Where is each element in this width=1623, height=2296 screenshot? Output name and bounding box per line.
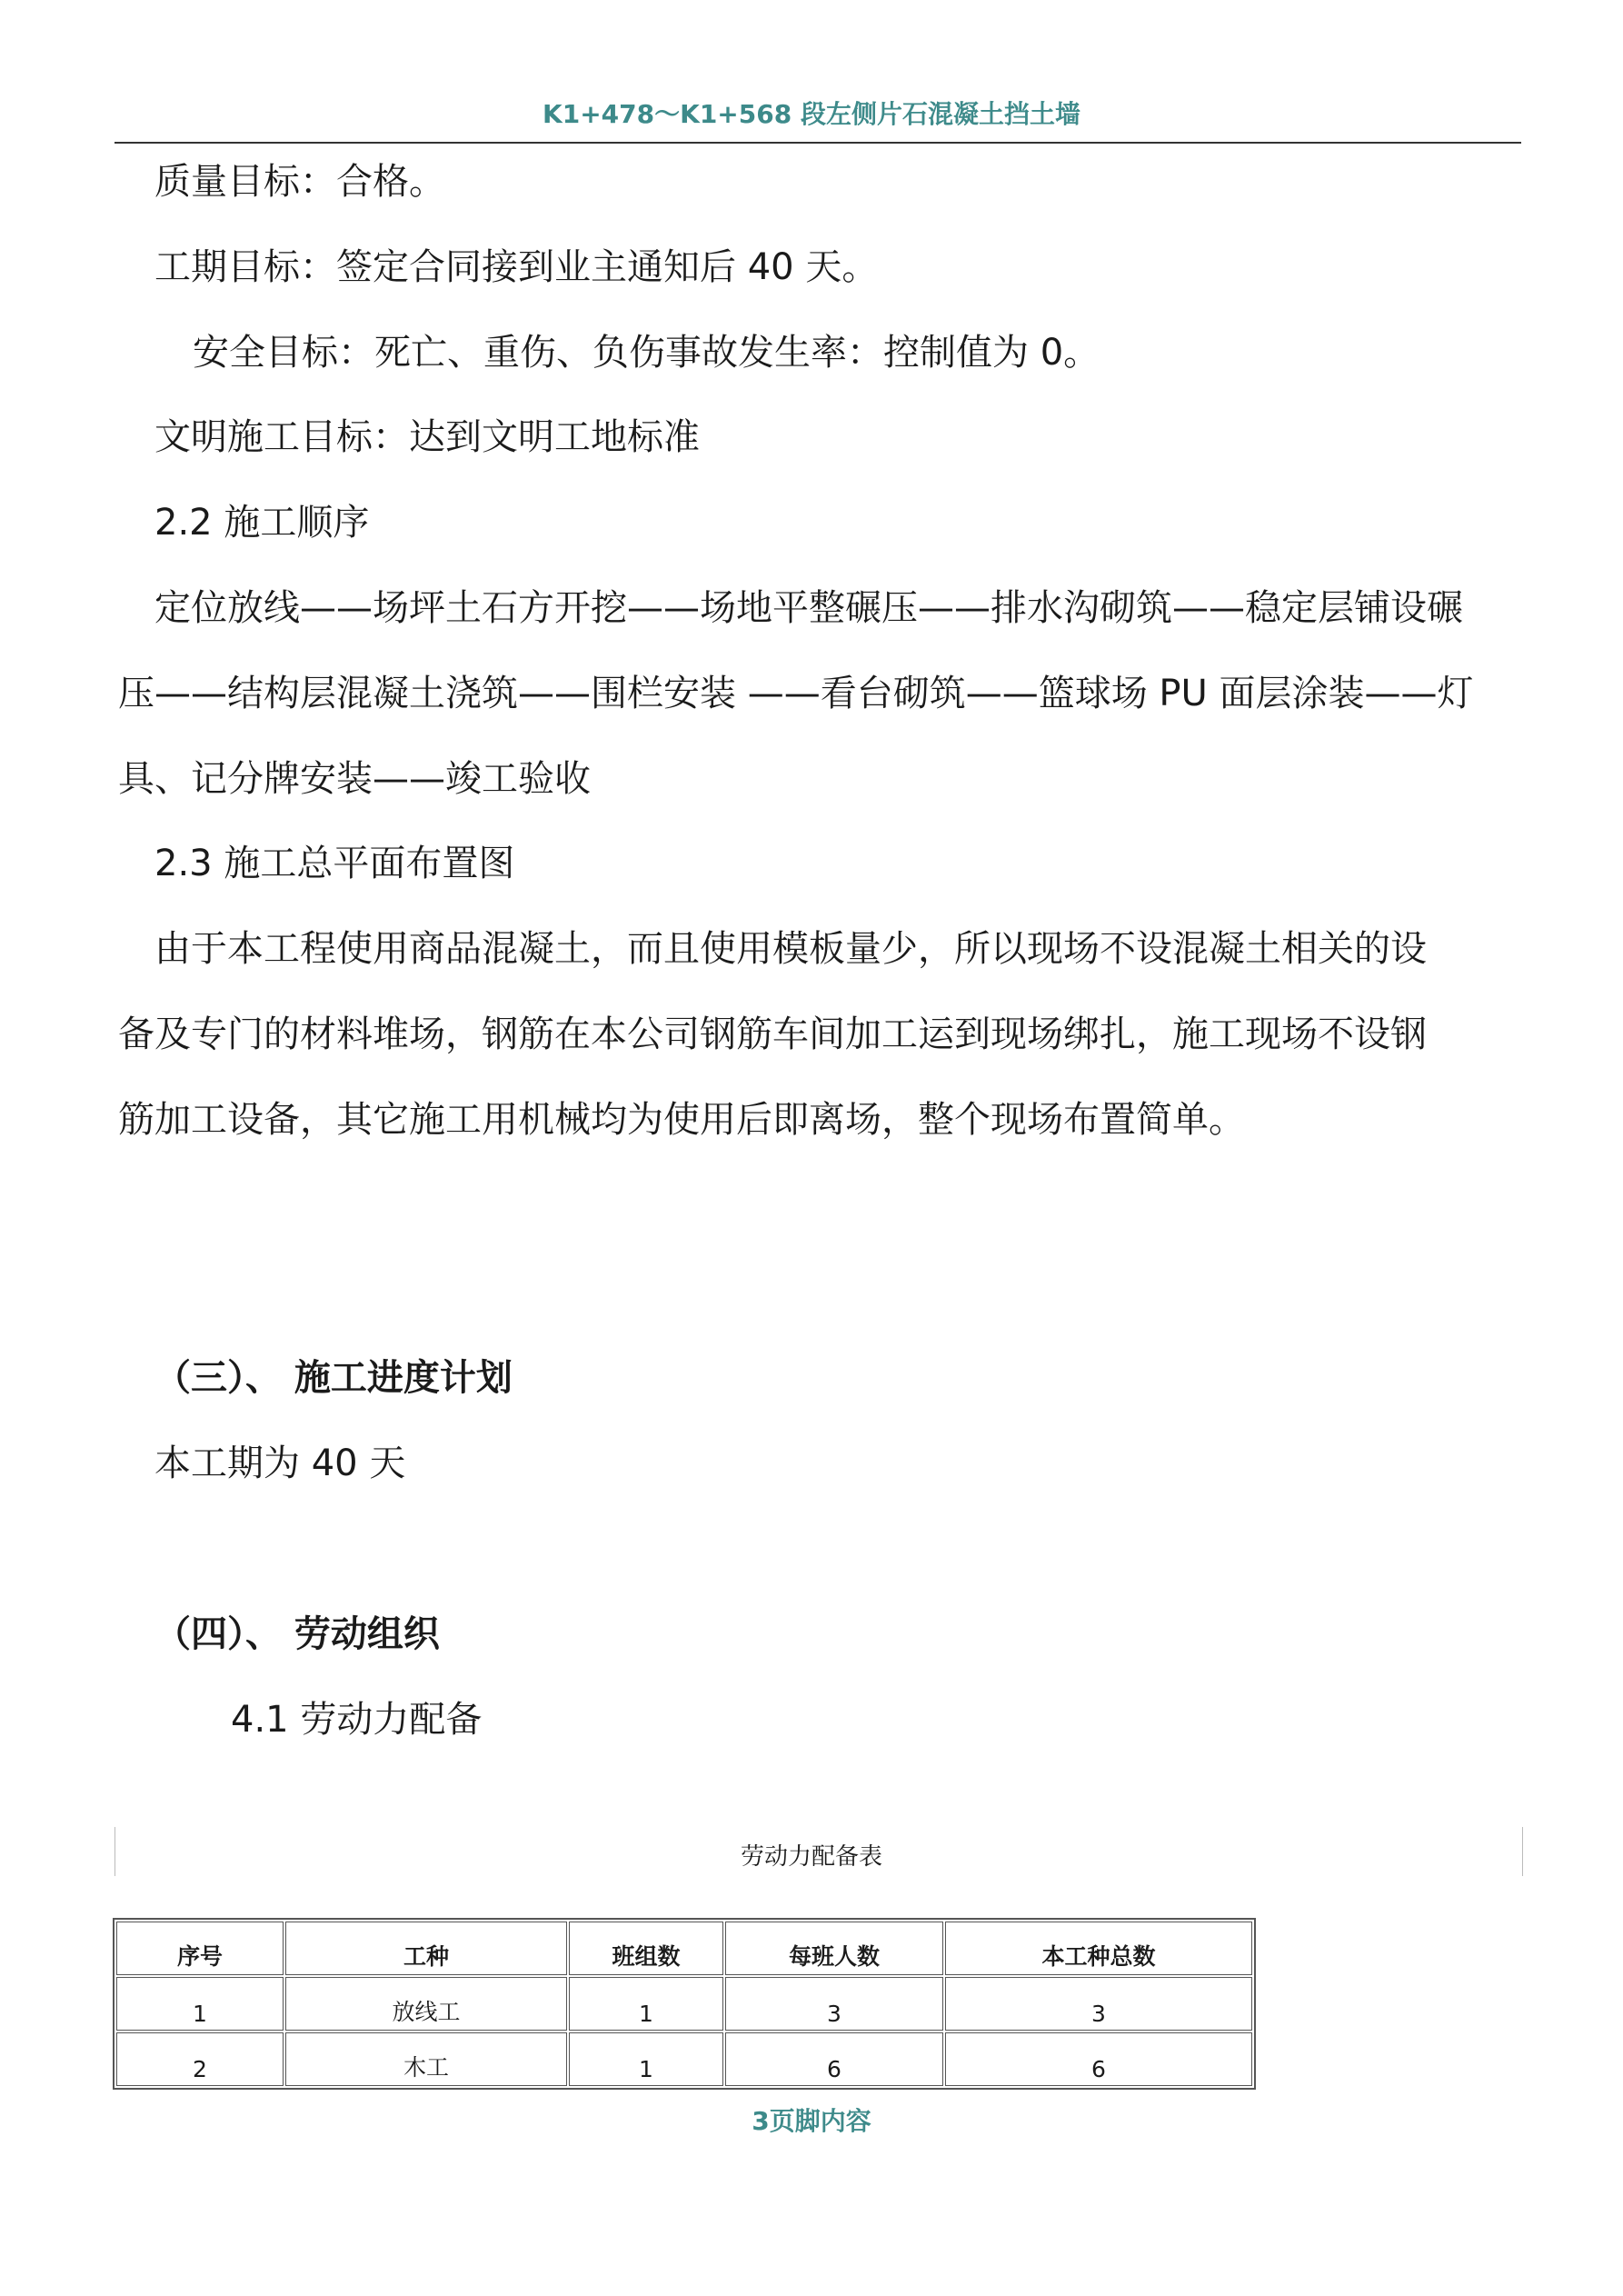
section-2-2-title: 2.2 施工顺序 [154,502,370,544]
header-divider [115,142,1521,144]
sequence-line-3: 具、记分牌安装——竣工验收 [118,758,591,800]
civilized-goal-line: 文明施工目标：达到文明工地标准 [154,416,700,458]
row-cell: 1 [569,1977,723,2031]
row-cell: 3 [945,1977,1252,2031]
row-cell: 木工 [285,2032,567,2086]
table-caption: 劳动力配备表 [740,1843,882,1871]
row-cell: 1 [569,2032,723,2086]
row-cell: 3 [725,1977,943,2031]
header-cell-per-team: 每班人数 [725,1922,943,1975]
section-3-text: 本工期为 40 天 [154,1442,406,1484]
sequence-line-2: 压——结构层混凝土浇筑——围栏安装 ——看台砌筑——篮球场 PU 面层涂装——灯 [118,673,1474,714]
layout-line-1: 由于本工程使用商品混凝土，而且使用模板量少，所以现场不设混凝土相关的设 [154,928,1427,970]
page-footer: 3页脚内容 [752,2106,871,2136]
schedule-goal-line: 工期目标：签定合同接到业主通知后 40 天。 [154,246,879,288]
row-cell: 1 [116,1977,284,2031]
table-row [116,1977,1252,2031]
row-cell: 放线工 [285,1977,567,2031]
section-4-1-title: 4.1 劳动力配备 [231,1699,483,1741]
labor-table [113,1918,1256,2090]
row-cell: 6 [945,2032,1252,2086]
row-cell: 6 [725,2032,943,2086]
header-cell-teams: 班组数 [569,1922,723,1975]
layout-line-3: 筋加工设备，其它施工用机械均为使用后即离场，整个现场布置简单。 [118,1099,1245,1141]
table-header-row [116,1922,1252,1975]
header-cell-trade: 工种 [285,1922,567,1975]
section-2-3-title: 2.3 施工总平面布置图 [154,843,515,884]
section-3-heading: （三）、 施工进度计划 [154,1357,513,1399]
header-cell-total: 本工种总数 [945,1922,1252,1975]
header-cell-index: 序号 [116,1922,284,1975]
page-header-title: K1+478～K1+568 段左侧片石混凝土挡土墙 [543,99,1080,129]
layout-line-2: 备及专门的材料堆场，钢筋在本公司钢筋车间加工运到现场绑扎，施工现场不设钢 [118,1013,1427,1055]
row-cell: 2 [116,2032,284,2086]
safety-goal-line: 安全目标：死亡、重伤、负伤事故发生率：控制值为 0。 [193,332,1100,374]
section-4-heading: （四）、 劳动组织 [154,1613,440,1655]
sequence-line-1: 定位放线——场坪土石方开挖——场地平整碾压——排水沟砌筑——稳定层铺设碾 [154,587,1463,629]
quality-goal-line: 质量目标：合格。 [154,161,445,203]
table-row [116,2032,1252,2086]
